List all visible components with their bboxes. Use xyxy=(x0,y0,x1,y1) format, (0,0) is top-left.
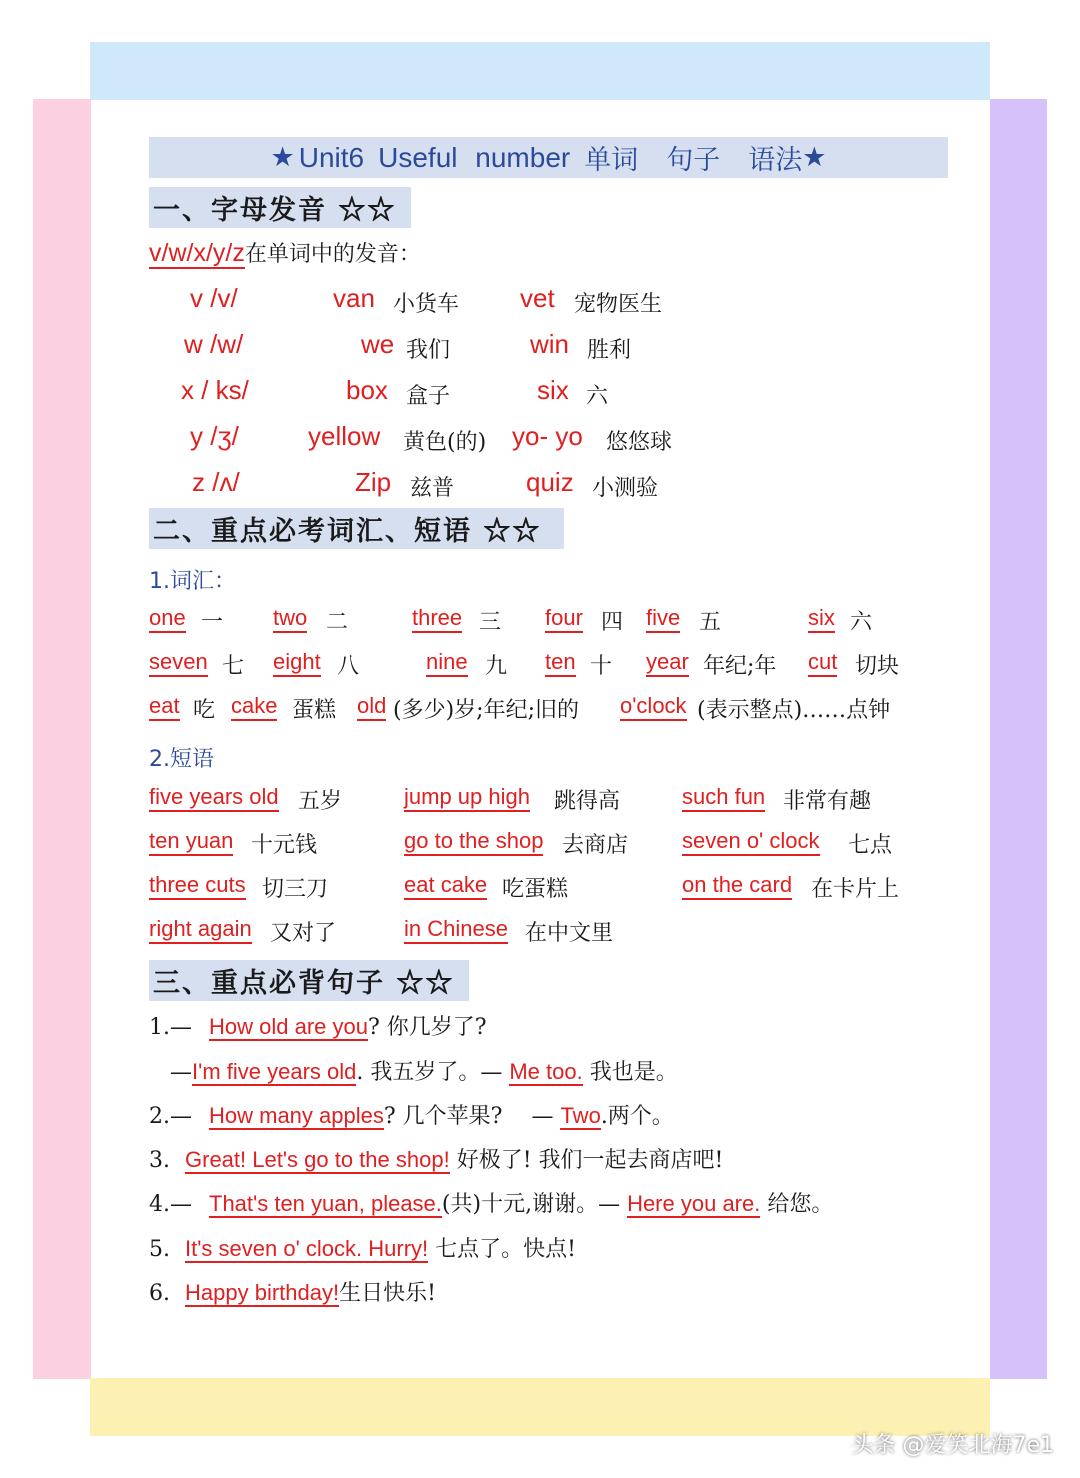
top-decor-band xyxy=(90,42,990,100)
vocab-word: ten xyxy=(545,649,576,677)
sentence-zh: 我也是。 xyxy=(582,1060,678,1085)
phonics-word: yo- yo xyxy=(512,421,583,451)
title-unit: Unit6 xyxy=(298,141,365,173)
vocab-meaning: 十 xyxy=(590,654,613,679)
sentence-number: 6. xyxy=(149,1281,170,1306)
phonics-sound: w /w/ xyxy=(184,329,244,359)
vocab-meaning: (多少)岁;年纪;旧的 xyxy=(393,698,579,723)
phonics-sound: z /ʌ/ xyxy=(192,467,240,497)
vocab-word: year xyxy=(646,649,689,677)
section-heading-text: 三、重点必背句子 ☆☆ xyxy=(153,968,455,999)
phrase-en: ten yuan xyxy=(149,828,233,856)
phrase-zh: 在卡片上 xyxy=(811,877,900,902)
sentence-number: 2.— xyxy=(149,1104,192,1129)
phonics-meaning: 兹普 xyxy=(410,476,455,501)
vocab-word: cake xyxy=(231,693,277,721)
watermark: 头条 @爱笑北海7e1 xyxy=(851,1433,1054,1458)
title-star-left: ★ xyxy=(270,142,295,173)
sentence-zh: . 我五岁了。— xyxy=(356,1060,510,1085)
phonics-meaning: 六 xyxy=(586,384,609,409)
vocab-word: seven xyxy=(149,649,208,677)
phonics-meaning: 我们 xyxy=(406,338,451,363)
phrase-zh: 七点 xyxy=(848,833,893,858)
phrase-en: right again xyxy=(149,916,252,944)
phonics-meaning: 小测验 xyxy=(592,476,659,501)
section-heading-phonics xyxy=(149,187,411,228)
sentence-zh: 给您。 xyxy=(760,1192,834,1217)
sentence-en: Great! Let's go to the shop! xyxy=(185,1147,450,1172)
phonics-meaning: 小货车 xyxy=(393,292,460,317)
vocab-meaning: 年纪;年 xyxy=(703,654,777,679)
sentence-zh: 生日快乐! xyxy=(339,1281,436,1306)
phrase-zh: 非常有趣 xyxy=(783,789,872,814)
sentence-zh: ? 几个苹果? — xyxy=(383,1104,561,1129)
phonics-letters: v/w/x/y/z xyxy=(149,239,245,267)
vocab-meaning: 六 xyxy=(850,610,873,635)
section-heading-text: 二、重点必考词汇、短语 ☆☆ xyxy=(153,516,542,547)
title-words: 单词 xyxy=(584,145,639,176)
vocab-word: nine xyxy=(426,649,468,677)
sentence-line xyxy=(170,1055,678,1086)
vocab-word: eight xyxy=(273,649,321,677)
sentence-zh: 好极了! 我们一起去商店吧! xyxy=(449,1148,724,1173)
vocab-meaning: 七 xyxy=(222,654,245,679)
phonics-word: box xyxy=(346,375,388,405)
sentence-number: — xyxy=(170,1060,192,1085)
sentence-en: Happy birthday! xyxy=(185,1280,340,1305)
phrase-zh: 十元钱 xyxy=(251,833,318,858)
sentence-en: I'm five years old xyxy=(192,1059,357,1084)
vocab-word: three xyxy=(412,605,462,633)
phonics-word: vet xyxy=(520,283,555,313)
vocab-meaning: 五 xyxy=(699,610,722,635)
vocab-word: five xyxy=(646,605,680,633)
phonics-word: Zip xyxy=(355,467,392,497)
sentence-line xyxy=(149,1099,674,1130)
page-title xyxy=(149,137,948,178)
vocab-meaning: (表示整点)……点钟 xyxy=(697,698,891,723)
phrases-heading: 2.短语 xyxy=(149,747,214,772)
right-decor-band xyxy=(990,99,1047,1379)
phonics-sound: y /ʒ/ xyxy=(190,421,239,451)
vocab-word: four xyxy=(545,605,583,633)
sentence-line xyxy=(149,1276,436,1307)
phonics-sound: v /v/ xyxy=(190,283,238,313)
sentence-line xyxy=(149,1232,576,1263)
sentence-en: How many apples xyxy=(209,1103,384,1128)
sentence-number: 4.— xyxy=(149,1192,192,1217)
left-decor-band xyxy=(33,99,91,1379)
sentence-en: That's ten yuan, please. xyxy=(209,1191,442,1216)
vocab-meaning: 蛋糕 xyxy=(292,698,337,723)
vocab-word: one xyxy=(149,605,186,633)
vocab-word: cut xyxy=(808,649,837,677)
phrase-zh: 五岁 xyxy=(298,789,343,814)
title-grammar: 语法 xyxy=(748,145,803,176)
phrase-zh: 在中文里 xyxy=(525,921,614,946)
phrase-en: in Chinese xyxy=(404,916,508,944)
phrase-en: seven o' clock xyxy=(682,828,820,856)
vocab-meaning: 三 xyxy=(479,610,502,635)
phonics-intro xyxy=(149,237,421,268)
phrase-en: such fun xyxy=(682,784,765,812)
sentence-number: 1.— xyxy=(149,1015,192,1040)
phonics-word: we xyxy=(361,329,395,359)
phonics-meaning: 悠悠球 xyxy=(606,430,673,455)
sentence-zh: .两个。 xyxy=(600,1104,674,1129)
phonics-meaning: 盒子 xyxy=(406,384,451,409)
phrase-en: five years old xyxy=(149,784,279,812)
phonics-meaning: 胜利 xyxy=(587,338,632,363)
phonics-word: quiz xyxy=(526,467,574,497)
phonics-meaning: 黄色(的) xyxy=(403,430,487,455)
phonics-word: win xyxy=(530,329,570,359)
title-sentences: 句子 xyxy=(666,145,721,176)
vocab-word: o'clock xyxy=(620,693,687,721)
phrase-en: jump up high xyxy=(404,784,530,812)
vocab-word: old xyxy=(357,693,386,721)
vocab-meaning: 一 xyxy=(201,610,224,635)
phrase-zh: 切三刀 xyxy=(262,877,329,902)
phrase-en: eat cake xyxy=(404,872,487,900)
vocab-meaning: 二 xyxy=(326,610,349,635)
vocab-meaning: 吃 xyxy=(193,698,216,723)
phrase-zh: 吃蛋糕 xyxy=(502,877,569,902)
phrase-zh: 去商店 xyxy=(562,833,629,858)
sentence-zh: ? 你几岁了? xyxy=(367,1015,487,1040)
vocab-heading: 1.词汇： xyxy=(149,569,236,594)
sentence-number: 5. xyxy=(149,1237,170,1262)
vocab-word: two xyxy=(273,605,307,633)
sentence-zh: (共)十元,谢谢。— xyxy=(441,1192,628,1217)
phonics-word: van xyxy=(333,283,375,313)
vocab-word: six xyxy=(808,605,835,633)
vocab-meaning: 切块 xyxy=(855,654,900,679)
phonics-sound: x / ks/ xyxy=(181,375,249,405)
sentence-zh: 七点了。快点! xyxy=(428,1237,576,1262)
title-star-right: ★ xyxy=(802,142,827,173)
phrase-en: go to the shop xyxy=(404,828,543,856)
phrase-en: three cuts xyxy=(149,872,246,900)
sentence-en: It's seven o' clock. Hurry! xyxy=(185,1236,429,1261)
phonics-intro-text: 在单词中的发音： xyxy=(244,242,421,267)
sentence-en: Here you are. xyxy=(627,1191,761,1216)
phonics-meaning: 宠物医生 xyxy=(574,292,663,317)
sentence-en: Me too. xyxy=(509,1059,583,1084)
sentence-en: How old are you xyxy=(209,1014,368,1039)
phrase-zh: 跳得高 xyxy=(554,789,621,814)
section-heading-vocab xyxy=(149,508,564,549)
section-heading-text: 一、字母发音 ☆☆ xyxy=(153,195,397,226)
vocab-meaning: 八 xyxy=(337,654,360,679)
sentence-line xyxy=(149,1010,487,1041)
phonics-word: six xyxy=(537,375,569,405)
sentence-en: Two xyxy=(560,1103,601,1128)
phrase-en: on the card xyxy=(682,872,792,900)
vocab-meaning: 九 xyxy=(485,654,508,679)
sentence-line xyxy=(149,1143,723,1174)
title-name: Useful number xyxy=(378,141,571,173)
phrase-zh: 又对了 xyxy=(270,921,337,946)
vocab-word: eat xyxy=(149,693,180,721)
phonics-word: yellow xyxy=(308,421,381,451)
sentence-number: 3. xyxy=(149,1148,170,1173)
sentence-line xyxy=(149,1187,833,1218)
section-heading-sentences xyxy=(149,960,469,1001)
vocab-meaning: 四 xyxy=(601,610,624,635)
